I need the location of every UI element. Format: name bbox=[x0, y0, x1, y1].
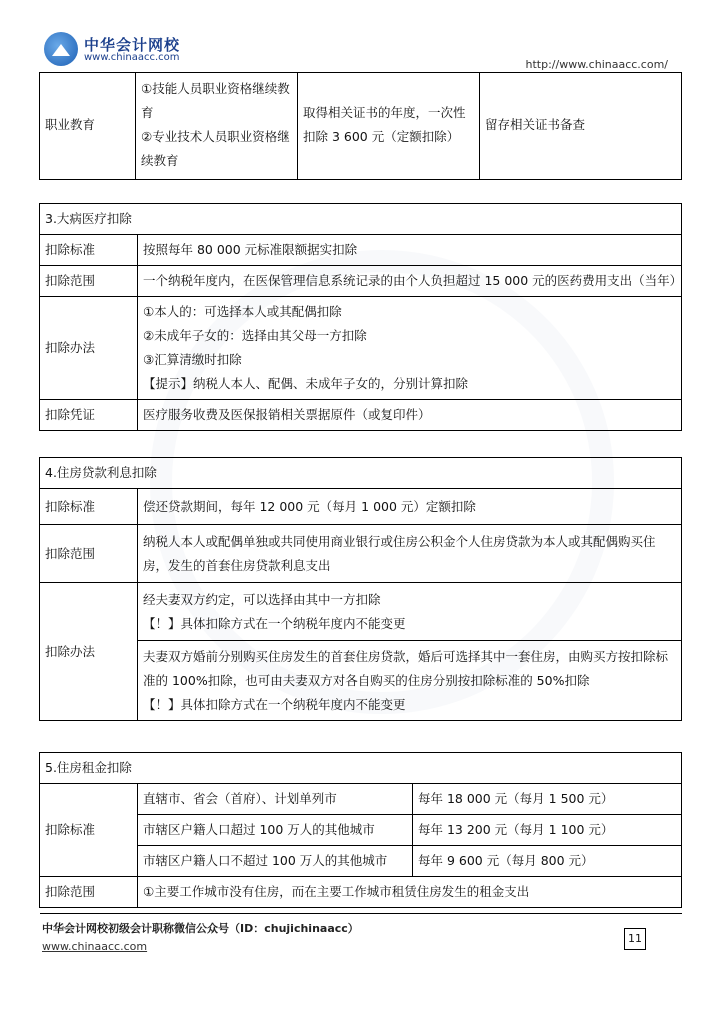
row-label: 扣除标准 bbox=[40, 784, 138, 877]
vocational-education-table bbox=[39, 72, 682, 180]
tier-amount: 每年 9 600 元（每月 800 元） bbox=[413, 846, 682, 877]
tier-city: 市辖区户籍人口不超过 100 万人的其他城市 bbox=[138, 846, 413, 877]
row-value: 一个纳税年度内，在医保管理信息系统记录的由个人负担超过 15 000 元的医药费用支出（当年） bbox=[138, 266, 682, 297]
section-title: 5.住房租金扣除 bbox=[40, 753, 682, 784]
section-title-row bbox=[40, 753, 682, 784]
page-header bbox=[40, 28, 680, 72]
logo-icon bbox=[44, 32, 78, 66]
row-value: 偿还贷款期间，每年 12 000 元（每月 1 000 元）定额扣除 bbox=[138, 489, 682, 525]
tier-city: 市辖区户籍人口超过 100 万人的其他城市 bbox=[138, 815, 413, 846]
row-value: ①本人的：可选择本人或其配偶扣除 ②未成年子女的：选择由其父母一方扣除 ③汇算清缴时扣除 【提示】纳税人本人、配偶、未成年子女的，分别计算扣除 bbox=[138, 297, 682, 400]
row-value: 经夫妻双方约定，可以选择由其中一方扣除 【！】具体扣除方式在一个纳税年度内不能变更 bbox=[138, 583, 682, 641]
table-row bbox=[40, 583, 682, 641]
logo-title: 中华会计网校 bbox=[84, 36, 181, 54]
tier-amount: 每年 18 000 元（每月 1 500 元） bbox=[413, 784, 682, 815]
logo-subtitle: www.chinaacc.com bbox=[84, 52, 180, 63]
housing-loan-table bbox=[39, 457, 682, 721]
table-row bbox=[40, 877, 682, 908]
row-value: 夫妻双方婚前分别购买住房发生的首套住房贷款，婚后可选择其中一套住房，由购买方按扣除标准的 100%扣除，也可由夫妻双方对各自购买的住房分别按扣除标准的 50%扣除 【！】具体扣除方式在一个纳税年度内不能变更 bbox=[138, 641, 682, 721]
footer-link[interactable]: www.chinaacc.com bbox=[42, 940, 148, 953]
page-number: 11 bbox=[624, 928, 646, 950]
section-title: 3.大病医疗扣除 bbox=[40, 204, 682, 235]
table-row bbox=[40, 489, 682, 525]
table-row bbox=[40, 400, 682, 431]
row-label: 扣除凭证 bbox=[40, 400, 138, 431]
rent-deduction-table bbox=[39, 752, 682, 908]
row-label: 扣除范围 bbox=[40, 877, 138, 908]
row-value: 纳税人本人或配偶单独或共同使用商业银行或住房公积金个人住房贷款为本人或其配偶购买住房，发生的首套住房贷款利息支出 bbox=[138, 525, 682, 583]
row-label: 职业教育 bbox=[40, 72, 136, 179]
section-title-row bbox=[40, 204, 682, 235]
table-row bbox=[40, 784, 682, 815]
table-row bbox=[40, 266, 682, 297]
header-url[interactable]: http://www.chinaacc.com/ bbox=[525, 58, 668, 71]
row-label: 扣除范围 bbox=[40, 266, 138, 297]
cell-items: ①技能人员职业资格继续教育 ②专业技术人员职业资格继续教育 bbox=[136, 72, 298, 179]
row-label: 扣除办法 bbox=[40, 583, 138, 721]
row-value: ①主要工作城市没有住房，而在主要工作城市租赁住房发生的租金支出 bbox=[138, 877, 682, 908]
footer-divider bbox=[40, 913, 682, 914]
section-title-row bbox=[40, 458, 682, 489]
medical-deduction-table bbox=[39, 203, 682, 431]
row-value: 医疗服务收费及医保报销相关票据原件（或复印件） bbox=[138, 400, 682, 431]
row-label: 扣除办法 bbox=[40, 297, 138, 400]
table-row bbox=[40, 297, 682, 400]
row-label: 扣除范围 bbox=[40, 525, 138, 583]
cell-proof: 留存相关证书备查 bbox=[480, 72, 682, 179]
cell-standard: 取得相关证书的年度，一次性扣除 3 600 元（定额扣除） bbox=[298, 72, 480, 179]
table-row bbox=[40, 72, 682, 179]
table-row bbox=[40, 525, 682, 583]
row-label: 扣除标准 bbox=[40, 489, 138, 525]
footer-wechat-text: 中华会计网校初级会计职称微信公众号（ID：chujichinaacc） bbox=[42, 922, 359, 935]
row-value: 按照每年 80 000 元标准限额据实扣除 bbox=[138, 235, 682, 266]
row-label: 扣除标准 bbox=[40, 235, 138, 266]
section-title: 4.住房贷款利息扣除 bbox=[40, 458, 682, 489]
tier-city: 直辖市、省会（首府）、计划单列市 bbox=[138, 784, 413, 815]
tier-amount: 每年 13 200 元（每月 1 100 元） bbox=[413, 815, 682, 846]
table-row bbox=[40, 235, 682, 266]
